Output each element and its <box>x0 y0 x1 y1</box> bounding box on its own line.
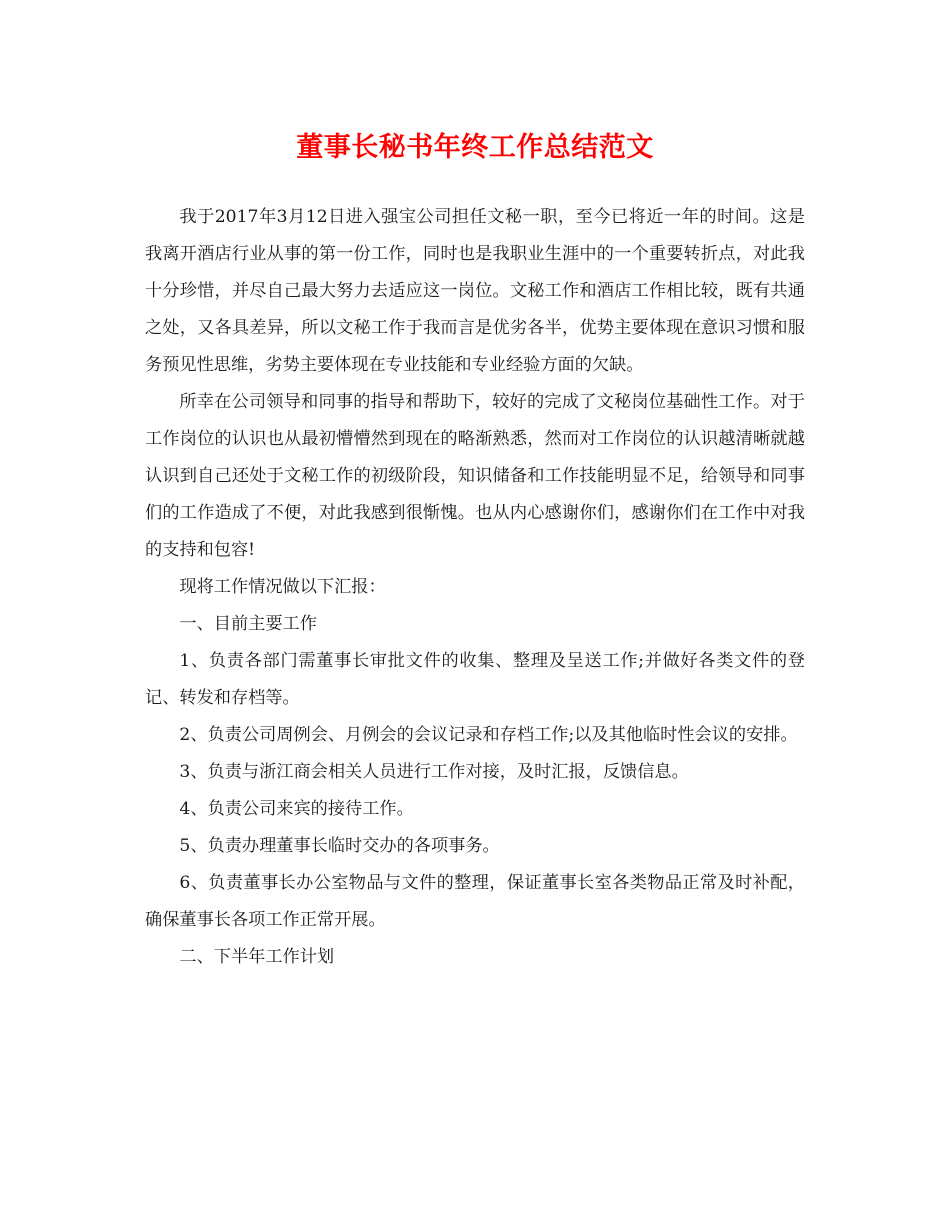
list-item-4: 4、负责公司来宾的接待工作。 <box>179 799 414 819</box>
paragraph-intro: 我于2017年3月12日进入强宝公司担任文秘一职，至今已将近一年的时间。这是我离开酒店行业从事的第一份工作，同时也是我职业生涯中的一个重要转折点，对此我十分珍惜，并尽自己最大努力去适应这一岗位。文秘工作和酒店工作相比较，既有共通之处，又各具差异，所以文秘工作于我而言是优劣各半，优势主要体现在意识习惯和服务预见性思维，劣势主要体现在专业技能和专业经验方面的欠缺。 <box>145 207 805 375</box>
document-title: 董事长秘书年终工作总结范文 <box>296 132 654 163</box>
document-body <box>145 199 805 976</box>
list-item-3: 3、负责与浙江商会相关人员进行工作对接，及时汇报，反馈信息。 <box>179 762 689 782</box>
paragraph-report-lead: 现将工作情况做以下汇报： <box>179 577 386 597</box>
list-item-1: 1、负责各部门需董事长审批文件的收集、整理及呈送工作;并做好各类文件的登记、转发和存档等。 <box>145 651 805 708</box>
list-item-2: 2、负责公司周例会、月例会的会议记录和存档工作;以及其他临时性会议的安排。 <box>179 725 798 745</box>
list-item-6: 6、负责董事长办公室物品与文件的整理，保证董事长室各类物品正常及时补配，确保董事长各项工作正常开展。 <box>145 873 805 930</box>
list-item-5: 5、负责办理董事长临时交办的各项事务。 <box>179 836 500 856</box>
section-heading-current-work: 一、目前主要工作 <box>179 614 317 634</box>
section-heading-plan: 二、下半年工作计划 <box>179 947 335 967</box>
paragraph-gratitude: 所幸在公司领导和同事的指导和帮助下，较好的完成了文秘岗位基础性工作。对于工作岗位的认识也从最初懵懵然到现在的略渐熟悉，然而对工作岗位的认识越清晰就越认识到自己还处于文秘工作的初级阶段，知识储备和工作技能明显不足，给领导和同事们的工作造成了不便，对此我感到很惭愧。也从内心感谢你们，感谢你们在工作中对我的支持和包容! <box>145 392 805 560</box>
